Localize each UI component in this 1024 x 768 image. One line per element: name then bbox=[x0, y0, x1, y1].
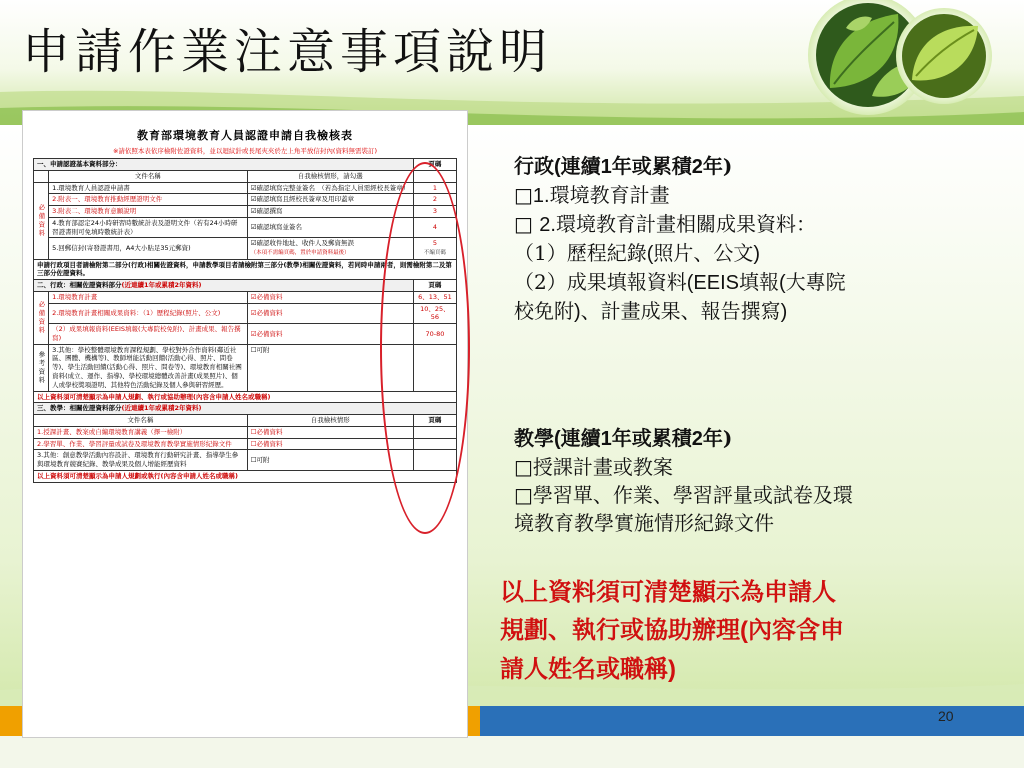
admin-subitem-2: （2）成果填報資料(EEIS填報(大專院 bbox=[514, 270, 846, 294]
doc-name-cell: 5.回郵信封(寄發證書用，A4大小貼足35元郵資) bbox=[49, 238, 248, 259]
doc-name-cell: 2.附表一、環境教育推動經歷證明文件 bbox=[49, 194, 248, 206]
notice-line-3: 請人姓名或職稱) bbox=[500, 654, 676, 683]
doc-name-cell: 2.學習單、作業、學習評量或試卷及環境教育教學實施情形紀錄文件 bbox=[34, 438, 248, 450]
page-column-header: 頁碼 bbox=[413, 159, 456, 171]
check-note: （本項不需編頁碼，置於申請資料最後） bbox=[250, 250, 350, 257]
teaching-requirements bbox=[514, 424, 1014, 537]
section1-title: 一、申請認證基本資料部分： bbox=[34, 159, 414, 171]
check-cell: ☑確認填寫完整並簽名 （若為指定人員需經校長簽章） bbox=[247, 182, 413, 194]
checkbox-icon: □ bbox=[514, 212, 540, 236]
page-cell: 70-80 bbox=[413, 324, 456, 345]
checkbox-icon: □ bbox=[514, 183, 533, 207]
doc-name-header: 文件名稱 bbox=[34, 415, 248, 427]
admin-requirements bbox=[514, 152, 1014, 326]
table-row bbox=[34, 194, 457, 206]
table-row bbox=[34, 182, 457, 194]
page-cell: 2 bbox=[413, 194, 456, 206]
doc-name-cell: 3.附表二、環境教育意願說明 bbox=[49, 206, 248, 218]
form-notice: ※請依照本表依序檢附佐證資料，並以迴紋針或長尾夾夾於左上角平放信封內(資料無需裝訂) bbox=[112, 147, 378, 155]
page-cell: 6、13、51 bbox=[413, 291, 456, 303]
doc-name-cell: 1.環境教育計畫 bbox=[49, 291, 248, 303]
admin-heading: 行政(連續1年或累積2年) bbox=[514, 154, 733, 178]
section2-title bbox=[34, 280, 414, 292]
section2-title-note: (近連續1年或累積2年資料) bbox=[121, 281, 202, 290]
red-notice bbox=[500, 573, 1010, 689]
reference-side-label: 參考資料 bbox=[34, 344, 49, 391]
check-cell: ☐必備資料 bbox=[247, 426, 413, 438]
page-cell: 4 bbox=[413, 217, 456, 238]
teaching-item-2-cont: 境教育教學實施情形紀錄文件 bbox=[514, 511, 774, 535]
page-number: 20 bbox=[938, 708, 954, 724]
doc-name-cell: 1.環境教育人員認證申請書 bbox=[49, 182, 248, 194]
page-column-header: 頁碼 bbox=[413, 415, 456, 427]
doc-name-cell: （2）成果填報資料(EEIS填報(大專院校免附)、計畫成果、報告撰寫) bbox=[49, 324, 248, 345]
page-value: 5 bbox=[432, 239, 437, 248]
check-cell: ☑確認撰寫 bbox=[247, 206, 413, 218]
self-check-header: 自我檢核情形，請勾選 bbox=[247, 170, 413, 182]
page-cell: 10、25、56 bbox=[413, 303, 456, 324]
teaching-item-2: □學習單、作業、學習評量或試卷及環 bbox=[514, 483, 853, 507]
doc-name-header: 文件名稱 bbox=[49, 170, 248, 182]
section1-header-row bbox=[34, 159, 457, 171]
check-cell: ☐必備資料 bbox=[247, 438, 413, 450]
self-check-header: 自我檢核情形 bbox=[247, 415, 413, 427]
highlight-ellipse bbox=[380, 162, 470, 534]
section2-note: 以上資料須可清楚顯示為申請人規劃、執行或協助辦理(內容含申請人姓名或職稱) bbox=[34, 391, 457, 403]
admin-subitem-2-cont: 校免附)、計畫成果、報告撰寫) bbox=[514, 299, 788, 323]
required-side-label: 必備資料 bbox=[34, 182, 49, 259]
admin-item-2: □ 2.環境教育計畫相關成果資料： bbox=[514, 212, 816, 236]
page-column-header: 頁碼 bbox=[413, 280, 456, 292]
check-cell: ☑確認填寫且經校長簽章及用印蓋章 bbox=[247, 194, 413, 206]
check-cell: ☑必備資料 bbox=[247, 303, 413, 324]
check-text: ☑確認收件地址、收件人及郵資無誤 bbox=[250, 239, 354, 248]
doc-name-cell: 3.其他：創意教學活動內容設計、環境教育行動研究計畫、指導學生參與環境教育競賽紀錄、教學成果及個人增能經歷資料 bbox=[34, 450, 248, 471]
section3-note: 以上資料須可清楚顯示為申請人規劃或執行(內容含申請人姓名或職稱) bbox=[34, 470, 457, 482]
page-note: 不編頁碼 bbox=[423, 250, 446, 257]
check-cell: ☐可附 bbox=[247, 344, 413, 391]
slide-title: 申請作業注意事項說明 bbox=[22, 24, 553, 80]
check-cell: ☑必備資料 bbox=[247, 291, 413, 303]
teaching-heading: 教學(連續1年或累積2年) bbox=[514, 426, 733, 450]
admin-item-1: □1.環境教育計畫 bbox=[514, 183, 670, 207]
required-side-label: 必備資料 bbox=[34, 291, 49, 344]
doc-name-cell: 3.其他：學校整體環境教育課程規劃、學校對外合作資料(鄰近社區、團體、機構等)、教師增能活動回饋(活動心得、照片、問卷等)、學生活動回饋(活動心得、照片、問卷等)、環境教育相關社團資料(成立、運作、指導)、學校環境總體改善計畫(成果照片)、個人或學校獎項證明、其他特色活動紀錄及個人參與研習經歷。 bbox=[49, 344, 248, 391]
doc-name-cell: 1.授課計畫、教案或自編環境教育講義（擇一檢附） bbox=[34, 426, 248, 438]
section2-title-text: 二、行政：相關佐證資料部分 bbox=[37, 281, 122, 290]
leaf-emblem bbox=[808, 0, 992, 115]
page-cell: 3 bbox=[413, 206, 456, 218]
admin-subitem-1: （1）歷程紀錄(照片、公文) bbox=[514, 241, 761, 265]
check-cell: ☑確認填寫並簽名 bbox=[247, 217, 413, 238]
check-cell: ☑必備資料 bbox=[247, 324, 413, 345]
notice-line-2: 規劃、執行或協助辦理(內容含申 bbox=[500, 615, 844, 644]
doc-name-cell: 2.環境教育計畫相關成果資料：（1）歷程紀錄(照片、公文) bbox=[49, 303, 248, 324]
page-cell: 1 bbox=[413, 182, 456, 194]
mid-note: 申請行政項目者請檢附第二部分(行政)相關佐證資料，申請教學項目者請檢附第三部分(教學)相關佐證資料，若同時申請兩者，則需檢附第二及第三部分佐證資料。 bbox=[34, 259, 457, 280]
section3-title-text: 三、教學：相關佐證資料部分 bbox=[37, 404, 122, 413]
section1-column-row bbox=[34, 170, 457, 182]
doc-name-cell: 4.教育部認定24小時研習時數統計表及證明文件（若有24小時研習證書則可免填時數統計表） bbox=[49, 217, 248, 238]
form-title: 教育部環境教育人員認證申請自我檢核表 bbox=[137, 129, 353, 142]
notice-line-1: 以上資料須可清楚顯示為申請人 bbox=[500, 577, 836, 606]
teaching-item-1: □授課計畫或教案 bbox=[514, 455, 673, 479]
check-cell: ☐可附 bbox=[247, 450, 413, 471]
section3-title-note: (近連續1年或累積2年資料) bbox=[121, 404, 202, 413]
